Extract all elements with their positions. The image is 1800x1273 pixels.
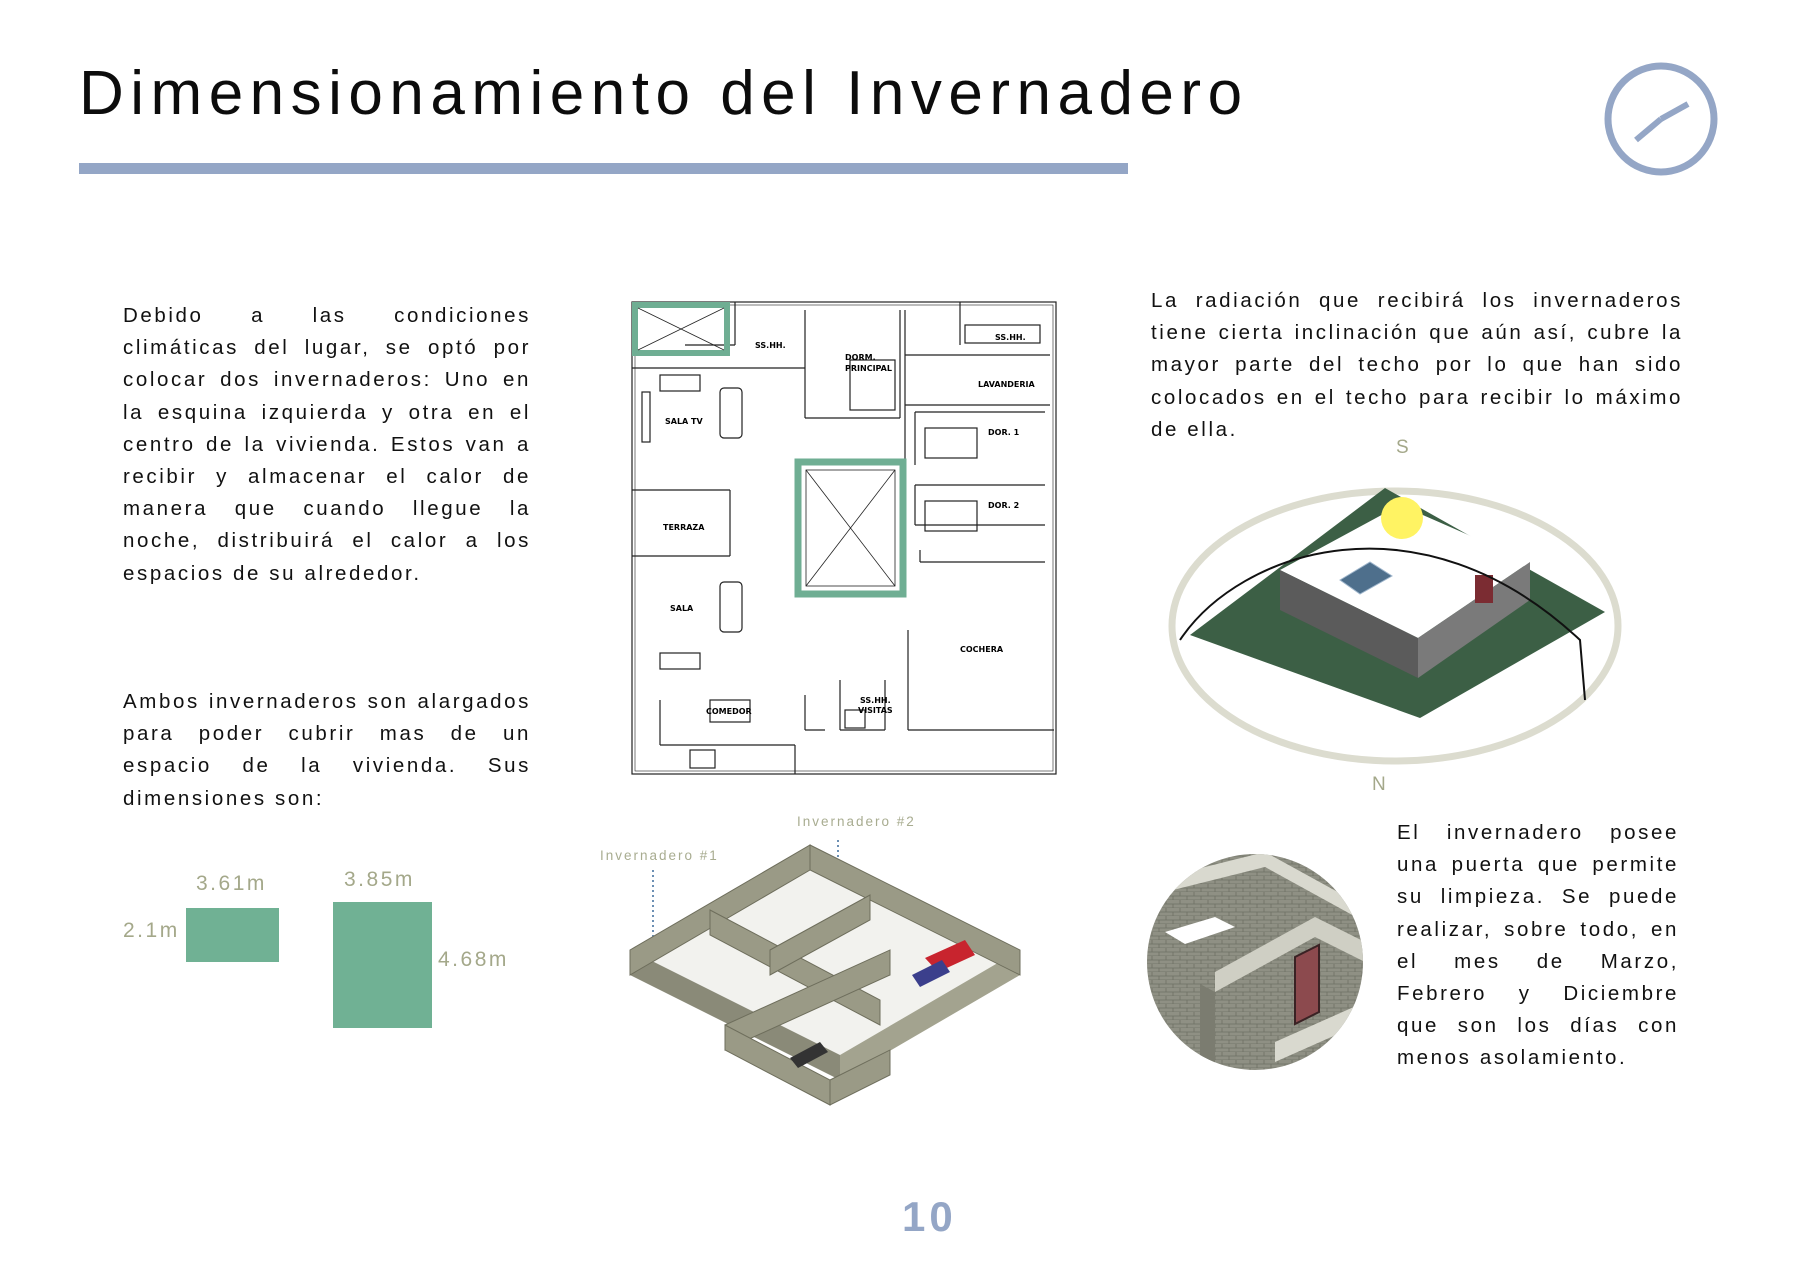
greenhouse-2-height-label: 4.68m [438,948,509,971]
radiation-paragraph: La radiación que recibirá los invernaderos tiene cierta inclinación que aún así, cubre la mayor parte del techo por lo que han sido colocados en el techo para recibir lo máximo de ella. [1151,289,1683,441]
plan-label-visitas-1: SS.HH. [860,696,891,705]
plan-label-dorm-principal-1: DORM. [845,353,876,362]
greenhouse-2-rect [333,902,432,1028]
intro-paragraph: Debido a las condiciones climáticas del lugar, se optó por colocar dos invernaderos: Uno en la esquina izquierda y otra en el centro de la vivienda. Estos van a recibir y almacenar el calor de manera que cuando llegue la noche, distribuirá el calor a los espacios de su alrededor. [123,304,531,585]
plan-label-sala: SALA [670,604,694,613]
solar-path-diagram [1160,430,1640,770]
compass-south-label: S [1396,437,1409,458]
plan-label-sshh-2: SS.HH. [995,333,1026,342]
page-title: Dimensionamiento del Invernadero [79,59,1249,128]
title-underline [79,163,1128,174]
dimensions-paragraph: Ambos invernaderos son alargados para poder cubrir mas de un espacio de la vivienda. Sus dimensiones son: [123,690,531,810]
plan-label-cochera: COCHERA [960,645,1004,654]
greenhouse-1-height-label: 2.1m [123,919,180,942]
plan-label-comedor: COMEDOR [706,707,752,716]
plan-label-dorm-principal-2: PRINCIPAL [845,364,892,373]
plan-label-terraza: TERRAZA [663,523,705,532]
page-number: 10 [902,1193,957,1240]
greenhouse-2-width-label: 3.85m [344,868,415,891]
isometric-house-view [620,830,1030,1130]
plan-label-sala-tv: SALA TV [665,417,703,426]
greenhouse-1-iso-label: Invernadero #1 [600,848,719,863]
door-detail-view [1145,852,1365,1072]
greenhouse-2-iso-label: Invernadero #2 [797,814,916,829]
plan-label-dorm-1: DOR. 1 [988,428,1020,437]
plan-label-dorm-2: DOR. 2 [988,501,1020,510]
plan-label-lavanderia: LAVANDERIA [978,380,1035,389]
greenhouse-1-rect [186,908,279,962]
floor-plan [630,300,1060,784]
greenhouse-1-width-label: 3.61m [196,872,267,895]
door-paragraph: El invernadero posee una puerta que permite su limpieza. Se puede realizar, sobre todo, en el mes de Marzo, Febrero y Diciembre que son los días con menos asolamiento. [1397,821,1679,1070]
plan-label-sshh-1: SS.HH. [755,341,786,350]
clock-icon [1602,60,1720,178]
compass-north-label: N [1372,774,1386,795]
plan-label-visitas-2: VISITAS [858,706,893,715]
